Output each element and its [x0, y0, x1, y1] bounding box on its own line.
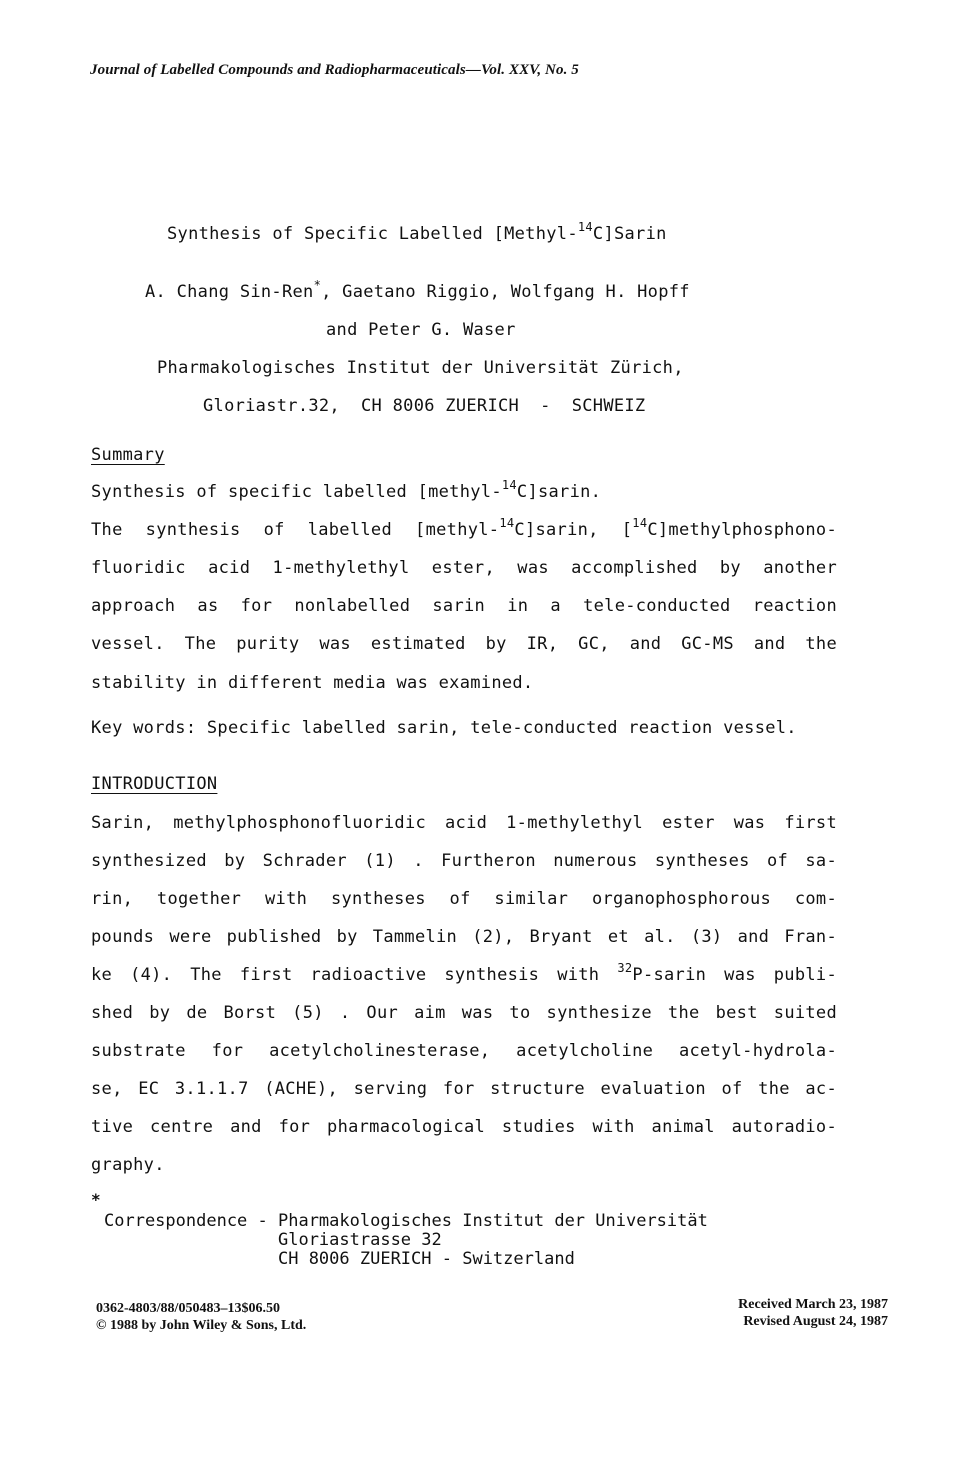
footer-copyright: © 1988 by John Wiley & Sons, Ltd.	[96, 1318, 307, 1333]
affiliation-line-2: Gloriastr.32, CH 8006 ZUERICH - SCHWEIZ	[203, 396, 646, 416]
intro-line-5	[91, 961, 837, 985]
footer-received: Received March 23, 1987	[738, 1297, 888, 1312]
intro-line-1: Sarin, methylphosphonofluoridic acid 1-methylethyl ester was first	[91, 813, 837, 833]
superscript: 32	[617, 961, 633, 975]
title-sup: 14	[577, 220, 593, 234]
intro-line-4: pounds were published by Tammelin (2), Bryant et al. (3) and Fran-	[91, 927, 837, 947]
summary-para-line-1	[91, 516, 837, 540]
superscript: 14	[632, 516, 648, 530]
summary-para-line-3: approach as for nonlabelled sarin in a tele-conducted reaction	[91, 596, 837, 616]
author-first: A. Chang Sin-Ren	[145, 282, 314, 302]
summary-para-line-2: fluoridic acid 1-methylethyl ester, was accomplished by another	[91, 558, 837, 578]
summary-line1-pre: Synthesis of specific labelled [methyl-	[91, 482, 502, 502]
summary-para-line-5: stability in different media was examined.	[91, 673, 534, 693]
text-run: C]methylphosphono-	[647, 520, 837, 540]
summary-heading: Summary	[91, 445, 165, 465]
intro-line-10: graphy.	[91, 1155, 165, 1175]
intro-line-7: substrate for acetylcholinesterase, acetylcholine acetyl-hydrola-	[91, 1041, 837, 1061]
text-run: C]sarin, [	[514, 520, 633, 540]
article-title	[167, 220, 667, 244]
intro-line-2: synthesized by Schrader (1) . Furtheron numerous syntheses of sa-	[91, 851, 837, 871]
summary-title-line	[91, 478, 602, 502]
title-pre: Synthesis of Specific Labelled [Methyl-	[167, 224, 578, 244]
title-post: C]Sarin	[592, 224, 667, 244]
summary-para-line-4: vessel. The purity was estimated by IR, GC, and GC-MS and the	[91, 634, 837, 654]
intro-line-8: se, EC 3.1.1.7 (ACHE), serving for structure evaluation of the ac-	[91, 1079, 837, 1099]
text-run: ke (4). The first radioactive synthesis with	[91, 965, 618, 985]
footnote-correspondence: Correspondence - Pharmakologisches Institut der Universität Gloriastrasse 32 CH 8006 ZUERICH - Switzerland	[104, 1211, 708, 1269]
introduction-heading: INTRODUCTION	[91, 774, 218, 794]
summary-line1-post: C]sarin.	[516, 482, 602, 502]
intro-line-6: shed by de Borst (5) . Our aim was to synthesize the best suited	[91, 1003, 837, 1023]
footer-code: 0362-4803/88/050483–13$06.50	[96, 1301, 280, 1316]
keywords: Key words: Specific labelled sarin, tele-conducted reaction vessel.	[91, 718, 797, 738]
intro-line-3: rin, together with syntheses of similar organophosphorous com-	[91, 889, 837, 909]
footnote-star: *	[91, 1190, 101, 1209]
summary-line1-sup: 14	[501, 478, 517, 492]
journal-header: Journal of Labelled Compounds and Radiopharmaceuticals—Vol. XXV, No. 5	[90, 62, 579, 78]
authors-rest: , Gaetano Riggio, Wolfgang H. Hopff	[321, 282, 690, 302]
authors-line-2: and Peter G. Waser	[326, 320, 516, 340]
text-run: The synthesis of labelled [methyl-	[91, 520, 500, 540]
author-star: *	[313, 278, 322, 292]
footer-revised: Revised August 24, 1987	[743, 1314, 888, 1329]
affiliation-line-1: Pharmakologisches Institut der Universität Zürich,	[157, 358, 684, 378]
authors-line-1	[145, 278, 690, 302]
text-run: P-sarin was publi-	[632, 965, 837, 985]
intro-line-9: tive centre and for pharmacological studies with animal autoradio-	[91, 1117, 837, 1137]
superscript: 14	[499, 516, 515, 530]
